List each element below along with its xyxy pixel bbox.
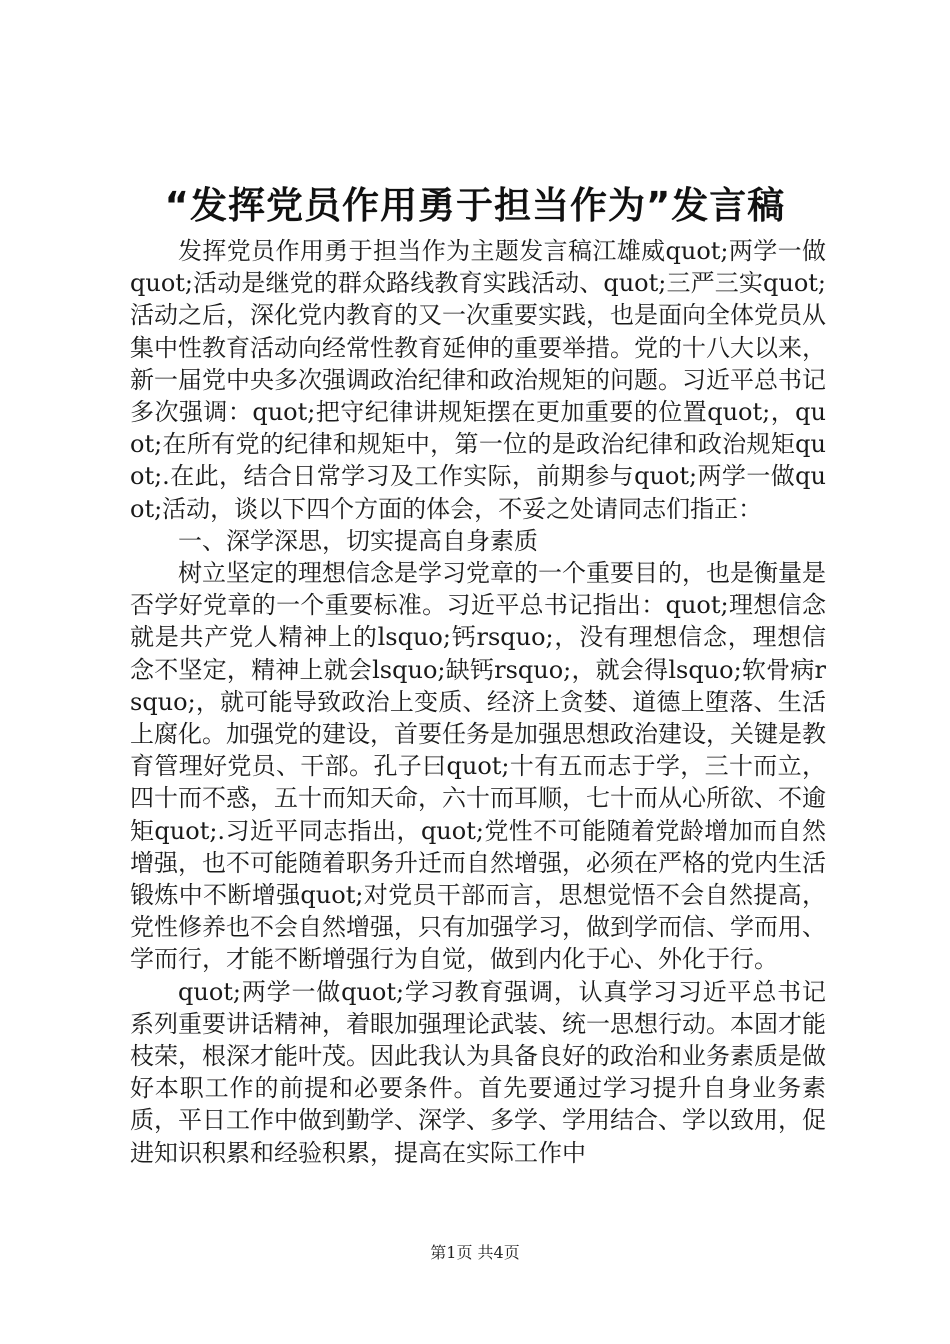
document-body [130, 235, 826, 1169]
document-title: “发挥党员作用勇于担当作为”发言稿 [164, 184, 786, 227]
paragraph-intro: 发挥党员作用勇于担当作为主题发言稿江雄威quot;两学一做quot;活动是继党的群众路线教育实践活动、quot;三严三实quot;活动之后，深化党内教育的又一次重要实践，也是面向全体党员从集中性教育活动向经常性教育延伸的重要举措。党的十八大以来，新一届党中央多次强调政治纪律和政治规矩的问题。习近平总书记多次强调：quot;把守纪律讲规矩摆在更加重要的位置quot;，quot;在所有党的纪律和规矩中，第一位的是政治纪律和政治规矩quot;.在此，结合日常学习及工作实际，前期参与quot;两学一做quot;活动，谈以下四个方面的体会，不妥之处请同志们指正： [130, 237, 826, 523]
page-number-footer: 第1页 共4页 [430, 1243, 520, 1262]
paragraph-ideals: 树立坚定的理想信念是学习党章的一个重要目的，也是衡量是否学好党章的一个重要标准。习近平总书记指出：quot;理想信念就是共产党人精神上的lsquo;钙rsquo;，没有理想信念，理想信念不坚定，精神上就会lsquo;缺钙rsquo;，就会得lsquo;软骨病rsquo;，就可能导致政治上变质、经济上贪婪、道德上堕落、生活上腐化。加强党的建设，首要任务是加强思想政治建设，关键是教育管理好党员、干部。孔子曰quot;十有五而志于学，三十而立，四十而不惑，五十而知天命，六十而耳顺，七十而从心所欲、不逾矩quot;.习近平同志指出，quot;党性不可能随着党龄增加而自然增强，也不可能随着职务升迁而自然增强，必须在严格的党内生活锻炼中不断增强quot;对党员干部而言，思想觉悟不会自然提高，党性修养也不会自然增强，只有加强学习，做到学而信、学而用、学而行，才能不断增强行为自觉，做到内化于心、外化于行。 [130, 559, 826, 974]
paragraph-study: quot;两学一做quot;学习教育强调，认真学习习近平总书记系列重要讲话精神，着眼加强理论武装、统一思想行动。本固才能枝荣，根深才能叶茂。因此我认为具备良好的政治和业务素质是做好本职工作的前提和必要条件。首先要通过学习提升自身业务素质，平日工作中做到勤学、深学、多学、学用结合、学以致用，促进知识积累和经验积累，提高在实际工作中 [130, 977, 826, 1167]
section-heading-1: 一、深学深思，切实提高自身素质 [178, 526, 538, 555]
